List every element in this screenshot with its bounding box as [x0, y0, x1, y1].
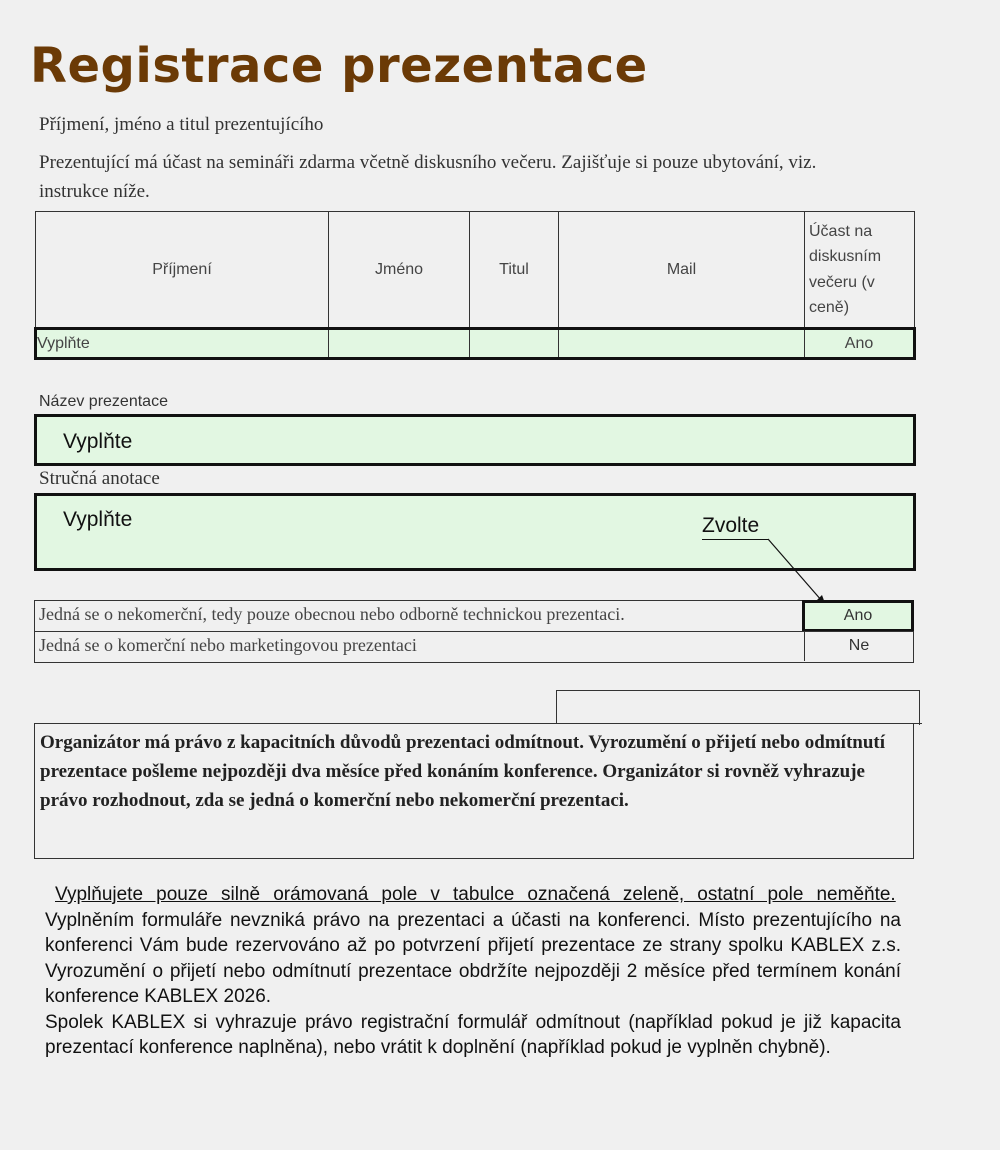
choice-nekomercni-select[interactable]: Ano: [802, 600, 914, 632]
header-jmeno: Jméno: [329, 212, 470, 329]
mail-field[interactable]: [559, 329, 805, 359]
organizer-notice-box: [34, 723, 914, 859]
footer-instructions: [45, 882, 901, 1061]
nazev-field-value: Vyplňte: [63, 430, 133, 453]
anotace-label: Stručná anotace: [39, 468, 160, 489]
organizer-notice-text: Organizátor má právo z kapacitních důvodů prezentaci odmítnout. Vyrozumění o přijetí nebo odmítnutí prezentace pošleme nejpozději dva měsíce před konáním konference. Organizátor si rovněž vyhrazuje právo rozhodnout, zda se jedná o komerční nebo nekomerční prezentaci.: [40, 732, 886, 811]
header-mail: Mail: [559, 212, 805, 329]
header-ucast: Účast na diskusním večeru (v ceně): [805, 212, 915, 329]
prijmeni-field[interactable]: Vyplňte: [36, 329, 329, 359]
header-prijmeni: Příjmení: [36, 212, 329, 329]
cell-fragment-right: [919, 690, 920, 725]
choice-komercni-value: Ne: [804, 631, 913, 661]
presenter-table: [34, 211, 916, 360]
page-title: Registrace prezentace: [30, 38, 648, 94]
presenter-table-header: [36, 212, 915, 329]
footer-text: Vyplněním formuláře nevzniká právo na prezentaci a účasti na konferenci. Místo prezentujícího na konferenci Vám bude rezervováno až po potvrzení přijetí prezentace ze strany spolku KABLEX z.s. Vyrozumění o přijetí nebo odmítnutí prezentace obdržíte nejpozději 2 měsíce před termínem konání konference KABLEX 2026.: [45, 909, 901, 1007]
choice-row-komercni: [34, 631, 914, 663]
presenter-intro-text: Prezentující má účast na semináři zdarma včetně diskusního večeru. Zajišťuje si pouze ubytování, viz. instrukce níže.: [39, 152, 817, 202]
zvolte-callout: Zvolte: [702, 514, 760, 537]
jmeno-field[interactable]: [329, 329, 470, 359]
choice-nekomercni-text: Jedná se o nekomerční, tedy pouze obecnou nebo odborně technickou prezentaci.: [39, 604, 625, 624]
presenter-section-label: Příjmení, jméno a titul prezentujícího: [39, 114, 324, 135]
footer-underlined-text: Vyplňujete pouze silně orámovaná pole v tabulce označená zeleně, ostatní pole neměňte.: [55, 884, 896, 905]
header-titul: Titul: [470, 212, 559, 329]
anotace-field-value: Vyplňte: [63, 508, 133, 531]
presenter-input-row: [36, 329, 915, 359]
choice-row-nekomercni: [34, 600, 914, 632]
choice-komercni-text: Jedná se o komerční nebo marketingovou prezentaci: [39, 635, 417, 655]
nazev-label: Název prezentace: [39, 393, 168, 410]
titul-field[interactable]: [470, 329, 559, 359]
callout-underline: [702, 539, 768, 540]
footer-text-2: Spolek KABLEX si vyhrazuje právo registrační formulář odmítnout (například pokud je již kapacita prezentací konference naplněna), nebo vrátit k doplnění (například pokud je vyplněn chybně).: [45, 1011, 901, 1058]
ucast-field[interactable]: Ano: [805, 329, 915, 359]
cell-fragment-left: [556, 690, 557, 723]
cell-fragment-top: [556, 690, 920, 691]
nazev-field[interactable]: [34, 414, 916, 466]
